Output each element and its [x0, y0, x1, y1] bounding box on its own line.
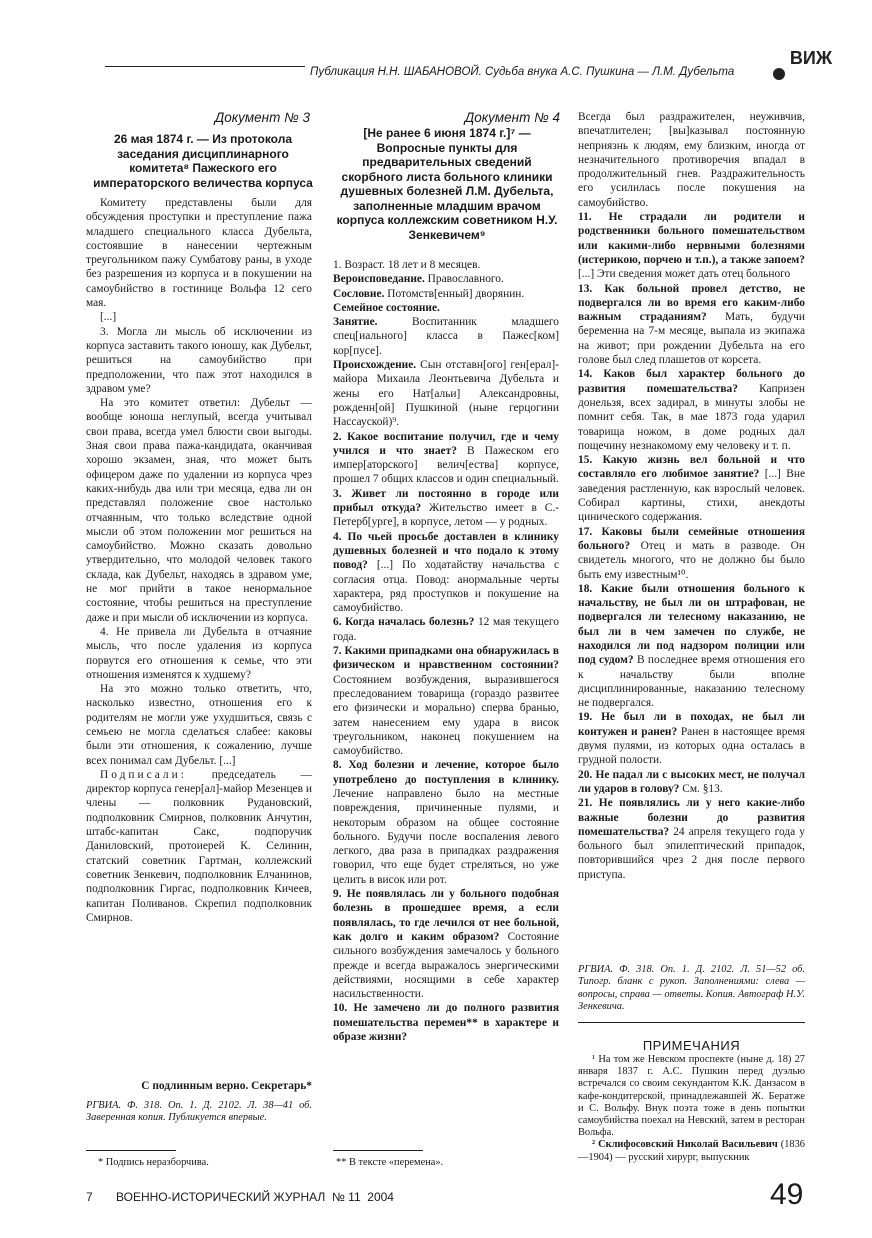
logo-letter-1: ВИЖ: [789, 48, 833, 68]
doc4-item: [578, 525, 805, 582]
doc3-certified: С подлинным верно. Секретарь*: [141, 1080, 312, 1092]
note-2-name: ² Склифосовский Николай Васильевич: [592, 1139, 778, 1151]
answer: В Пажеском его импер[аторского] велич[ества] корпусе, прошел 7 общих классов и один специальный.: [333, 444, 559, 486]
doc4-item: [333, 258, 559, 272]
question: 20. Не падал ли с высоких мест, не получал ли ударов в голову?: [578, 768, 805, 795]
question: Происхождение.: [333, 359, 417, 372]
notes-rule: [578, 1022, 805, 1023]
question: 9. Не появлялась ли у больного подобная болезнь в прошедшее время, а если появлялась, то где лечился от нее больной, как долго и каким образом?: [333, 888, 559, 943]
doc4-body-col2: [333, 258, 559, 1044]
doc4-footnote: ** В тексте «перемена».: [336, 1157, 444, 1168]
running-header: Публикация Н.Н. ШАБАНОВОЙ. Судьба внука А.С. Пушкина — Л.М. Дубельта: [310, 66, 735, 78]
doc4-item: [333, 287, 559, 301]
doc4-item: [578, 582, 805, 711]
answer: 12 мая текущего года.: [333, 616, 559, 643]
doc4-item: [333, 315, 559, 358]
doc4-item: [578, 768, 805, 797]
doc3-source: РГВИА. Ф. 318. Оп. 1. Д. 2102. Л. 38—41 об. Заверенная копия. Публикуется впервые.: [86, 1100, 312, 1124]
question: 13. Как больной провел детство, не подвергался ли во время его каким-либо важным страданиям?: [578, 282, 805, 324]
question: 19. Не был ли в походах, не был ли контужен и ранен?: [578, 711, 805, 738]
journal-footer: 7 ВОЕННО-ИСТОРИЧЕСКИЙ ЖУРНАЛ № 11 2004: [86, 1190, 394, 1204]
page-number: 49: [770, 1178, 804, 1211]
doc4-item: [333, 487, 559, 530]
doc3-para: 4. Не привела ли Дубельта в отчаяние мысль, что после удаления из корпуса порвутся его отношения к семье, что эти отношения изменятся к худшему?: [86, 625, 312, 681]
doc3-para: [...]: [100, 311, 117, 324]
signed-label: Подписали:: [100, 768, 187, 781]
doc3-signatories: [86, 768, 312, 925]
question: 14. Каков был характер больного до развития помешательства?: [578, 368, 805, 395]
answer: Потомств[енный] дворянин.: [384, 287, 525, 300]
answer: Состоянием возбуждения, выразившегося преследованием товарища (гораздо развитее его физически и морально) сперва бранью, затем нанесением ему удара в висок треугольником, наконец покушением на самоубийство.: [333, 673, 559, 758]
doc4-item: [333, 301, 559, 315]
question: 7. Какими припадками она обнаружилась в физическом и нравственном состоянии?: [333, 645, 559, 672]
answer: [...] Вне заведения растленную, как взрослый человек. Собирал картины, стихи, анекдоты цинического содержания.: [578, 468, 805, 524]
answer: Состояние сильного возбуждения замечалось у больного прежде и всегда выражалось энергическими действиями, носящими в себе характер насильственности.: [333, 930, 560, 1001]
signatories-text: председатель — директор корпуса генер[ал]-майор Мезенцев и члены — полковник Рудановский, подполковник Смирнов, полковник Анчутин, штабс-капитан Сакс, подпоручик Даниловский, протоиерей К. Селинин, статский советник Гартман, коллежский советник Зенкевич, подполковник Елчанинов, подполковник Гиргас, подполковник Кичеев, капитан Поливанов. Скрепил подполковник Смирнов.: [86, 768, 312, 924]
question: Занятие.: [333, 316, 378, 329]
question: 18. Какие были отношения больного к начальству, не был ли он штрафован, не подвергался ли телесному наказанию, не был ли в чем замечен по службе, не находился ли под надзором полиции или под судом?: [578, 582, 805, 667]
answer: Ранен в настоящее время двумя пулями, из которых одна осталась в грудной полости.: [578, 725, 805, 767]
doc3-label: Документ № 3: [214, 110, 310, 125]
question: 2. Какое воспитание получил, где и чему учился и что знает?: [333, 430, 559, 457]
question: 6. Когда началась болезнь?: [333, 616, 475, 629]
doc4-label: Документ № 4: [464, 110, 560, 125]
question: 3. Живет ли постоянно в городе или прибыл откуда?: [333, 487, 559, 515]
answer: Капризен донельзя, всех задирал, в минуты злобы не помнит себя. Так, в мае 1873 года ударил товарища ножом, в доме родных дал пощечину незнакомому ему человеку и т. п.: [578, 382, 805, 452]
doc4-item: [333, 758, 559, 887]
doc4-item: [578, 367, 805, 453]
note-1: ¹ На том же Невском проспекте (ныне д. 18) 27 января 1837 г. А.С. Пушкин перед дуэлью встречался со своим секундантом К.К. Данзасом в кафе-кондитерской, принадлежавшей Ж. Бератже и С. Вольфу. Внук поэта тоже в день попытки самоубийства поехал на Невский, затем в ресторан Вольфа.: [578, 1054, 805, 1139]
doc4-item: [333, 530, 559, 616]
question: 4. По чьей просьбе доставлен в клинику душевных болезней и что подало к этому повод?: [333, 530, 559, 572]
doc4-item: [578, 282, 805, 368]
question: 15. Какую жизнь вел больной и что составляло его любимое занятие?: [578, 454, 805, 481]
answer: 18 лет и 8 месяцев.: [384, 259, 481, 271]
doc4-item: [578, 110, 805, 210]
answer: Сын отставн[ого] ген[ерал]-майора Михаила Леонтьевича Дубельта и жены его Нат[альи] Александровны, рожденн[ой] Пушкиной (нынe герцогини Нассауской)⁹.: [333, 359, 559, 429]
doc4-heading: [Не ранее 6 июня 1874 г.]⁷ — Вопросные пункты для предварительных сведений скорбного листа больного клиники душевных болезней Л.М. Дубельта, заполненные младшим врачом корпуса коллежским советником Н.У. Зенкевичем⁹: [336, 126, 558, 242]
question: 10. Не замечено ли до полного развития помешательства перемен** в характере и образе жизни?: [333, 1002, 559, 1044]
header-bullet: [773, 68, 785, 80]
answer: Воспитанник младшего спец[иального] класса в Пажес[ком] кор[пусе].: [333, 316, 559, 357]
answer: 24 апреля текущего года у больного был эпилептический припадок, повторившийся чрез 2 дня после первого приступа.: [578, 825, 805, 881]
doc3-para: На это можно только ответить, что, насколько известно, отношения его к родителям не могли уже ухудшиться, связь с семьею не могла сделаться слабее: каковы были эти отношения, к сожалению, лучше всех понимал сам Дубельт. [...]: [86, 683, 312, 767]
answer: См. §13.: [679, 782, 723, 795]
doc4-item: [333, 358, 559, 429]
notes-body: [578, 1054, 805, 1164]
header-rule: [105, 66, 305, 67]
question: Вероисповедание.: [333, 273, 425, 286]
answer: [...] Эти сведения может дать отец больного: [578, 268, 791, 281]
doc4-item: [333, 887, 559, 1001]
note-2: [578, 1139, 805, 1163]
doc3-para: На это комитет ответил: Дубельт — вообще юноша неглупый, всегда учитывал свои права, всегда умел блюсти свои выгоды. Зная свои права пажа-кандидата, оканчивая хорошо экзамен, зная, что может быть офицером даже по удалении из корпуса чрез каких-нибудь два или три месяца, едва ли он представлял положение свое настолько отчаянным, что только вследствие одной мысли об этом положении мог решиться на самоубийство. Можно сказать довольно утвердительно, что молодой человек такого склада, как Дубельт, находясь в здравом уме, не мог прийти в такое ненормальное состояние, чтобы решиться на преступление даже и при мысли об исключении из корпуса.: [86, 397, 312, 624]
question: 17. Каковы были семейные отношения больного?: [578, 525, 805, 552]
question: Сословие.: [333, 287, 385, 300]
doc4-item: [333, 644, 559, 758]
answer: Православного.: [424, 273, 504, 286]
doc3-para: Комитету представлены были для обсуждения проступки и преступление пажа младшего специального класса Дубельта, состоявшие в нанесении чертежным треугольником пажу Сумбатову раны, в уходе без разрешения из корпуса и в покушении на самоубийство в гостинице Вольфа 12 сего мая.: [86, 197, 312, 310]
doc4-item: [333, 430, 559, 487]
journal-logo: [789, 46, 833, 102]
doc4-body-col3: [578, 110, 805, 882]
doc3-para: 3. Могла ли мысль об исключении из корпуса заставить такого юношу, как Дубельт, решиться на самоубийство при предположении, что паж этот находился в здравом уме?: [86, 325, 312, 395]
doc4-item: [333, 615, 559, 644]
doc4-item: [578, 210, 805, 281]
answer: Жительство имеет в С.-Петерб[урге], в корпусе, летом — у родных.: [333, 502, 559, 529]
doc4-source: РГВИА. Ф. 318. Оп. 1. Д. 2102. Л. 51—52 об. Типогр. бланк с рукоп. Заполнениями: слева — вопросы, справа — ответы. Копия. Автограф Н.У. Зенкевича.: [578, 964, 805, 1013]
question: 8. Ход болезни и лечение, которое было употреблено до поступления в клинику.: [333, 759, 559, 786]
doc3-footnote: * Подпись неразборчива.: [98, 1157, 209, 1168]
doc3-body: [86, 196, 312, 925]
doc4-item: [578, 453, 805, 524]
notes-title: ПРИМЕЧАНИЯ: [642, 1038, 741, 1053]
doc3-heading: 26 мая 1874 г. — Из протокола заседания дисциплинарного комитета⁸ Пажеского его императорского величества корпуса: [93, 132, 313, 190]
answer: Всегда был раздражителен, неуживчив, впечатлителен; [вы]казывал постоянную неприязнь к людям, ему близким, иногда от незначительного противоречия впадал в продолжительный гнев. Раздражительность его усилилась после покушения на самоубийство.: [578, 111, 805, 209]
answer: Мать, будучи беременна на 7-м месяце, выпала из экипажа на живот; при рождении Дубельта на его голове был след плашетов от корсета.: [578, 311, 805, 367]
answer: Отец и мать в разводе. Он свидетель многого, что не должно бы было быть ему известным¹⁰.: [578, 539, 805, 581]
doc4-item: [333, 1001, 559, 1044]
answer: Лечение направлено было на местные повреждения, причиненные пулями, и некоторым образом на общее состояние больного. Будучи после воспаления левого легкого, два раза в припадках раздражения говорил, что еще будет стреляться, но уже целить в висок или рот.: [333, 787, 559, 886]
question: 11. Не страдали ли родители и родственники больного помешательством или какими-либо нервными болезнями (истерикою, порчею и т.п.), а также запоем?: [578, 211, 805, 266]
question: 21. Не появлялись ли у него какие-либо важные болезни до развития помешательства?: [578, 797, 805, 838]
question: 1. Возраст.: [333, 259, 385, 271]
doc4-item: [578, 796, 805, 882]
answer: [...] По ходатайству начальства с согласия отца. Повод: анормальные черты характера, ряд проступков и покушение на самоубийство.: [333, 559, 559, 615]
doc4-item: [333, 272, 559, 286]
note-2-text: (1836—1904) — русский хирург, выпускник: [578, 1139, 805, 1163]
doc4-item: [578, 710, 805, 767]
answer: В последнее время отношения его к начальству были вполне дисциплинированные, наказанию телесному не подвергался.: [578, 654, 805, 710]
doc3-footnote-rule: [86, 1150, 176, 1151]
question: Семейное состояние.: [333, 301, 440, 314]
doc4-footnote-rule: [333, 1150, 423, 1151]
